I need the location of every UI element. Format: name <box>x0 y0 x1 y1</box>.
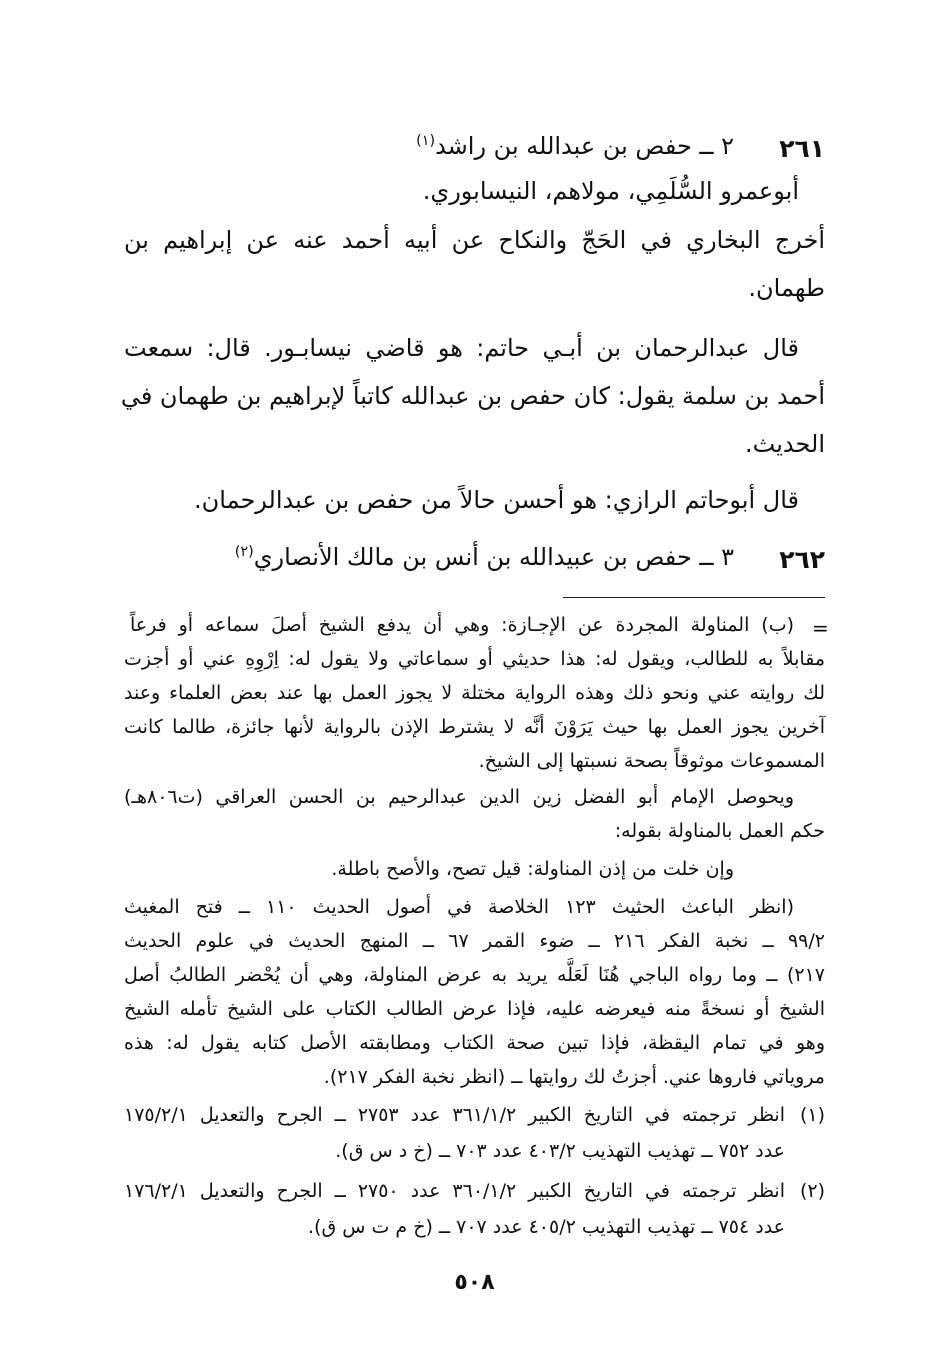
footnote-line: (انظر الباعث الحثيث ١٢٣ الخلاصة في أصول الحديث ١١٠ ــ فتح المغيث <box>124 896 794 918</box>
entry-heading-261 <box>416 132 734 160</box>
footnote-verse: وإن خلت من إذن المناولة: قيل تصح، والأصح باطلة. <box>331 858 734 880</box>
entry-number-262: ٢٦٢ <box>779 545 825 574</box>
quote-line: قال عبدالرحمان بن أبـي حاتم: هو قاضي نيسابـور. قال: سمعت <box>124 334 799 362</box>
page-number: ٥٠٨ <box>454 1270 495 1295</box>
quote-line: أحمد بن سلمة يقول: كان حفص بن عبدالله كاتباً لإبراهيم بن طهمان في <box>120 382 825 410</box>
continuation-mark: = <box>812 616 829 640</box>
footnote-line: ٢١٧) ــ وما رواه الباجي هُنَا لَعَلَّه يريد به عرض المناولة، وهي أن يُحْضر الطالبُ أصل <box>124 964 825 986</box>
footnote-separator <box>563 597 825 598</box>
footnote-line: ٩٩/٢ ــ نخبة الفكر ٢١٦ ــ ضوء القمر ٦٧ ــ المنهج الحديث في علوم الحديث <box>124 930 825 952</box>
footnote-marker-1: (١) <box>799 1104 825 1126</box>
entry-heading-text: ٢ ــ حفص بن عبدالله بن راشد <box>435 132 734 160</box>
entry-heading-text: ٣ ــ حفص بن عبيدالله بن أنس بن مالك الأنصاري <box>253 543 734 571</box>
footnote-marker-2: (٢) <box>799 1180 825 1202</box>
footnote-line: آخرين يجوز العمل بها حيث يَرَوْنَ أنَّه لا يشترط الإذن بالرواية لأنها جائزة، طالما كانت <box>124 716 825 738</box>
footnote-1-line: عدد ٧٥٢ ــ تهذيب التهذيب ٤٠٣/٢ عدد ٧٠٣ ــ (خ د س ق). <box>335 1140 785 1162</box>
body-line: طهمان. <box>748 274 825 302</box>
body-line: أخرج البخاري في الحَجّ والنكاح عن أبيه أحمد عنه عن إبراهيم بن <box>124 226 825 254</box>
footnote-2-line: انظر ترجمته في التاريخ الكبير ٣٦٠/١/٢ عدد ٢٧٥٠ ــ الجرح والتعديل ١٧٦/٢/١ <box>124 1180 785 1202</box>
entry-heading-262 <box>235 543 734 571</box>
footnote-2-line: عدد ٧٥٤ ــ تهذيب التهذيب ٤٠٥/٢ عدد ٧٠٧ ــ (خ م ت س ق). <box>308 1216 785 1238</box>
footnote-line: ويحوصل الإمام أبو الفضل زين الدين عبدالرحيم بن الحسن العراقي (ت٨٠٦هـ) <box>124 786 794 808</box>
footnote-ref-1: (١) <box>416 133 436 149</box>
footnote-line: الشيخ أو نسخةً منه فيعرضه عليه، فإذا عرض الطالب الكتاب على الشيخ تأمله الشيخ <box>124 998 825 1020</box>
quote-line: قال أبوحاتم الرازي: هو أحسن حالاً من حفص بن عبدالرحمان. <box>194 486 799 514</box>
footnote-1-line: انظر ترجمته في التاريخ الكبير ٣٦١/١/٢ عدد ٢٧٥٣ ــ الجرح والتعديل ١٧٥/٢/١ <box>124 1104 785 1126</box>
footnote-line: مقابلاً به للطالب، ويقول له: هذا حديثي أو سماعاتي ولا يقول له: اِرْوِهِ عني أو أجزت <box>124 648 825 670</box>
footnote-line: (ب) المناولة المجردة عن الإجـازة: وهي أن يدفع الشيخ أصلَ سماعه أو فرعاً <box>130 614 794 636</box>
quote-line: الحديث. <box>745 430 825 458</box>
footnote-line: المسموعات موثوقاً بصحة نسبتها إلى الشيخ. <box>478 750 825 772</box>
footnote-line: لك روايته عني ونحو ذلك وهذه الرواية مختلة لا يجوز العمل بها عند بعض العلماء وعند <box>124 682 825 704</box>
footnote-line: مروياتي فاروها عني. أجزتُ لك روايتها ــ (انظر نخبة الفكر ٢١٧). <box>323 1066 825 1088</box>
narrator-line: أبوعمرو السُّلَمِي، مولاهم، النيسابوري. <box>422 177 799 205</box>
entry-number-261: ٢٦١ <box>779 134 825 163</box>
footnote-ref-2: (٢) <box>234 544 254 560</box>
footnote-line: حكم العمل بالمناولة بقوله: <box>614 820 825 842</box>
footnote-line: وهو في تمام اليقظة، فإذا تبين صحة الكتاب ومطابقته الأصل كتابه يقول له: هذه <box>124 1032 825 1054</box>
